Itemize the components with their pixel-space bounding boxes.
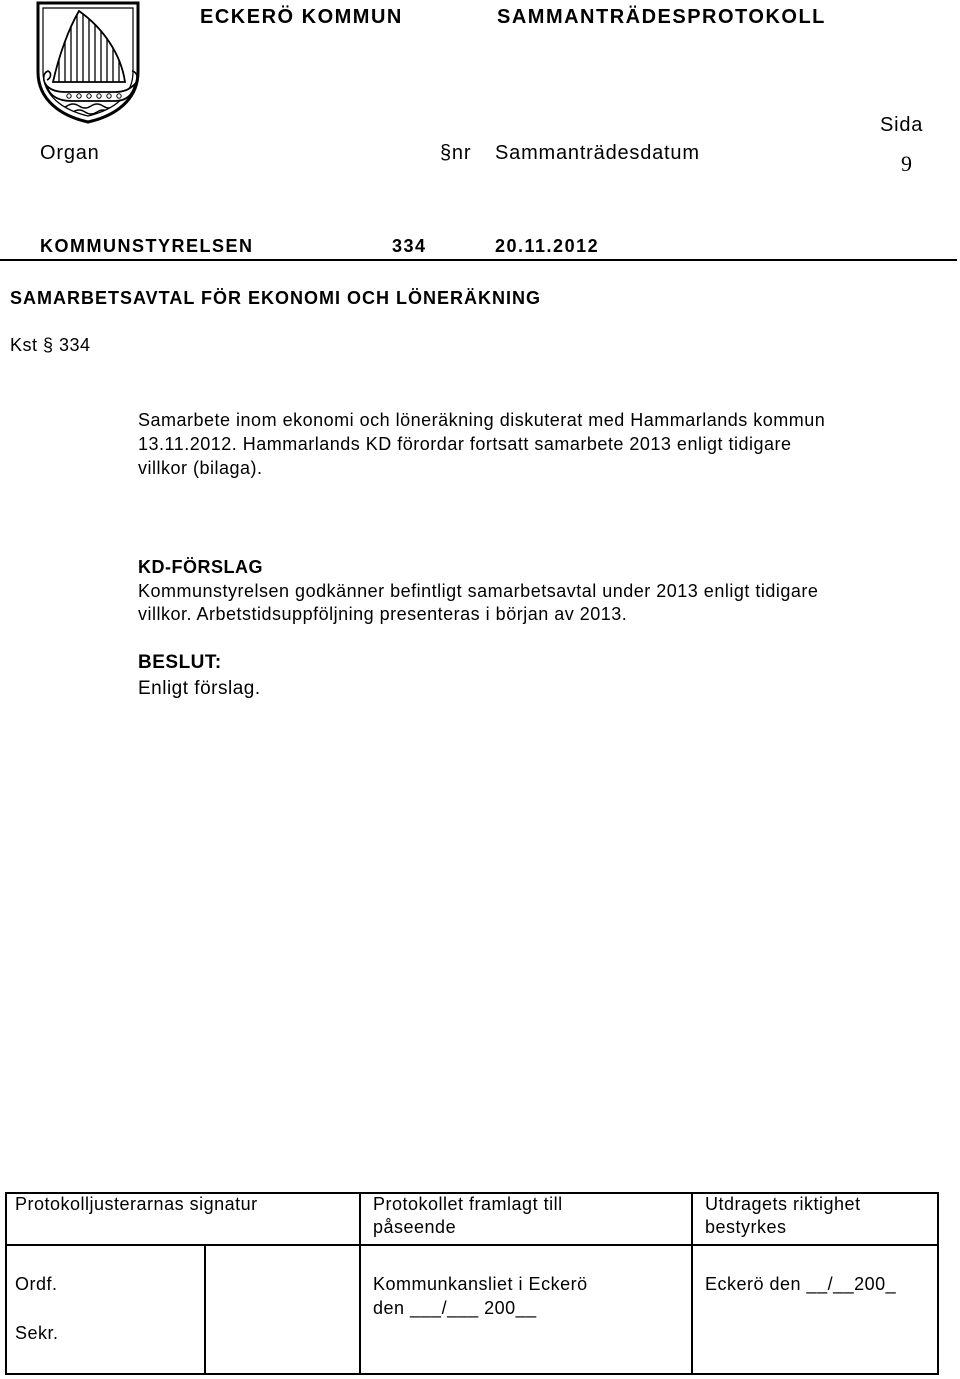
certified-label: Utdragets riktighet [705,1194,861,1214]
footer-col-divider [359,1192,361,1375]
municipality-name: ECKERÖ KOMMUN [200,6,403,28]
posted-label: Protokollet framlagt till [373,1194,563,1214]
signatures-label: Protokolljusterarnas signatur [15,1194,258,1214]
date-label: Sammanträdesdatum [495,142,700,164]
posted-where: den ___/___ 200__ [373,1298,537,1318]
intro-line: Samarbete inom ekonomi och löneräkning diskuterat med Hammarlands kommun [138,410,826,430]
intro-line: villkor (bilaga). [138,458,263,478]
secretary-label: Sekr. [15,1323,59,1343]
intro-line: 13.11.2012. Hammarlands KD förordar fortsatt samarbete 2013 enligt tidigare [138,434,792,454]
chair-label: Ordf. [15,1274,58,1294]
posted-label: påseende [373,1217,457,1237]
organ-label: Organ [40,142,100,164]
proposal-line: villkor. Arbetstidsuppföljning presenteras i början av 2013. [138,604,628,624]
date-value: 20.11.2012 [495,236,600,256]
section-label: §nr [440,142,472,164]
coat-of-arms-ship-icon [35,0,141,124]
section-value: 334 [392,236,427,256]
organ-value: KOMMUNSTYRELSEN [40,236,254,256]
footer-col-divider [204,1244,206,1375]
item-title: SAMARBETSAVTAL FÖR EKONOMI OCH LÖNERÄKNING [10,288,541,308]
header-divider [0,259,957,261]
decision-heading: BESLUT: [138,652,222,673]
certified-where: Eckerö den __/__200_ [705,1274,897,1294]
proposal-line: Kommunstyrelsen godkänner befintligt samarbetsavtal under 2013 enligt tidigare [138,581,819,601]
posted-where: Kommunkansliet i Eckerö [373,1274,588,1294]
page-label: Sida [880,114,924,136]
decision-text: Enligt förslag. [138,678,261,699]
footer-row-divider [5,1244,939,1246]
document-type: SAMMANTRÄDESPROTOKOLL [497,6,826,28]
footer-col-divider [691,1192,693,1375]
certified-label: bestyrkes [705,1217,787,1237]
page-number: 9 [901,151,913,176]
proposal-heading: KD-FÖRSLAG [138,557,263,577]
item-reference: Kst § 334 [10,335,91,355]
